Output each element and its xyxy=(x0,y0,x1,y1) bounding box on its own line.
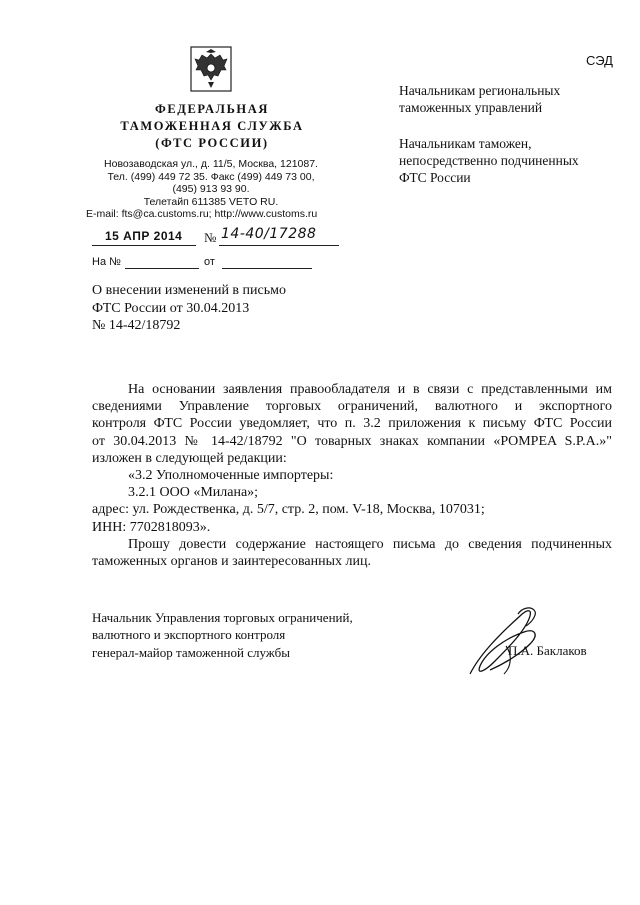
signatory-title xyxy=(92,609,392,661)
number-label: № xyxy=(204,230,217,245)
signatory-line: валютного и экспортного контроля xyxy=(92,627,286,643)
registration-number: 14-40/17288 xyxy=(221,226,317,242)
body-line: изложен в следующей редакции: xyxy=(92,450,287,466)
quoted-line: ИНН: 7702818093». xyxy=(92,519,211,535)
body-line: Прошу довести содержание настоящего письма до сведения подчиненных xyxy=(128,536,612,552)
signer-name: П.А. Баклаков xyxy=(508,643,587,658)
date-underline xyxy=(92,245,196,246)
contact-teletype: Телетайп 611385 VETO RU. xyxy=(143,195,279,208)
body-line: таможенных органов и заинтересованных лиц. xyxy=(92,554,371,570)
letter-subject xyxy=(92,282,352,335)
reference-number-label: На № xyxy=(92,256,121,268)
letter-body xyxy=(92,381,612,570)
recipient-line: ФТС России xyxy=(399,170,471,185)
reference-date-blank xyxy=(222,268,312,269)
recipient-block-2 xyxy=(399,135,629,186)
body-line: контроля ФТС России уведомляет, что п. 3.2 приложения к письму ФТС России xyxy=(92,416,612,432)
contact-address: Новозаводская ул., д. 11/5, Москва, 121087. xyxy=(104,158,318,170)
contact-email: E-mail: fts@ca.customs.ru; http://www.customs.ru xyxy=(86,208,318,221)
contact-phone-2: (495) 913 93 90. xyxy=(172,183,250,196)
signatory-line: Начальник Управления торговых ограничений, xyxy=(92,610,353,625)
agency-contacts xyxy=(86,158,336,221)
agency-abbreviation: (ФТС РОССИИ) xyxy=(155,136,269,150)
signatory-line: генерал-майор таможенной службы xyxy=(92,644,290,660)
reference-from-label: от xyxy=(204,256,215,268)
coat-of-arms-icon xyxy=(190,46,232,92)
quoted-line: адрес: ул. Рождественка, д. 5/7, стр. 2, пом. V-18, Москва, 107031; xyxy=(92,502,485,518)
body-line: На основании заявления правообладателя и в связи с представленными им xyxy=(128,382,612,397)
recipient-line: Начальникам региональных xyxy=(399,83,561,98)
quoted-line: «3.2 Уполномоченные импортеры: xyxy=(128,468,334,484)
recipient-line: таможенных управлений xyxy=(399,100,543,115)
reference-number-blank xyxy=(125,268,199,269)
body-line: от 30.04.2013 № 14-42/18792 "О товарных знаках компании «POMPEA S.P.A.»" xyxy=(92,433,612,449)
body-line: сведениями Управление торговых ограничений, валютного и экспортного xyxy=(92,399,612,415)
recipient-block-1 xyxy=(399,82,629,116)
number-underline xyxy=(219,245,339,246)
agency-header xyxy=(92,101,332,152)
subject-line: О внесении изменений в письмо xyxy=(92,283,286,298)
registration-date: 15 АПР 2014 xyxy=(105,229,183,243)
subject-line: ФТС России от 30.04.2013 xyxy=(92,300,250,316)
quoted-line: 3.2.1 ООО «Милана»; xyxy=(128,485,259,501)
document-system-mark: СЭД xyxy=(586,53,613,68)
contact-phone: Тел. (499) 449 72 35. Факс (499) 449 73 00, xyxy=(107,170,315,183)
agency-name-line1: ФЕДЕРАЛЬНАЯ xyxy=(154,102,270,116)
recipient-line: непосредственно подчиненных xyxy=(399,153,579,168)
recipient-line: Начальникам таможен, xyxy=(399,136,532,151)
agency-name-line2: ТАМОЖЕННАЯ СЛУЖБА xyxy=(120,119,304,133)
subject-line: № 14-42/18792 xyxy=(92,318,181,333)
